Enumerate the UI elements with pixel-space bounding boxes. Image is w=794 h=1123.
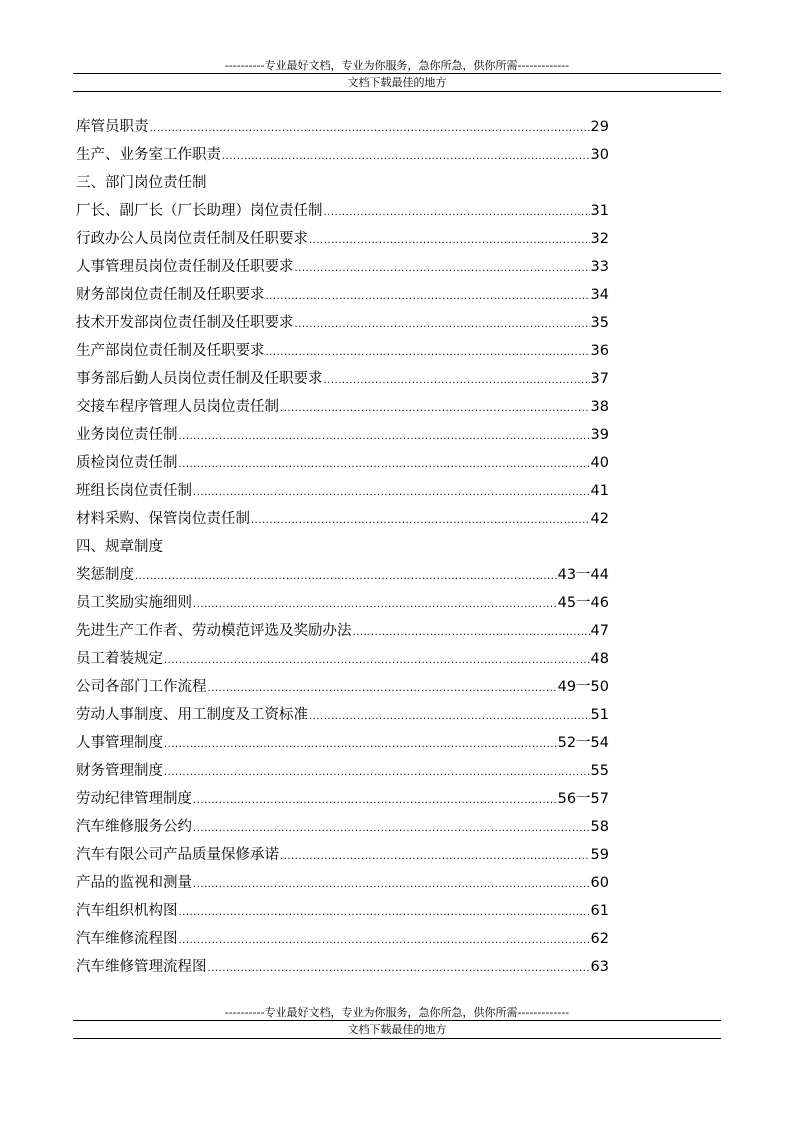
toc-entry-title: 厂长、副厂长（厂长助理）岗位责任制 bbox=[76, 203, 323, 219]
toc-leader-dots bbox=[179, 899, 590, 927]
toc-page-number: 35 bbox=[590, 315, 609, 331]
toc-entry-title: 员工着装规定 bbox=[76, 651, 163, 667]
toc-leader-dots bbox=[295, 255, 590, 283]
toc-leader-dots bbox=[164, 759, 590, 787]
toc-entry bbox=[76, 869, 609, 897]
toc-page-number: 62 bbox=[590, 931, 609, 947]
toc-leader-dots bbox=[150, 115, 590, 143]
toc-leader-dots bbox=[280, 843, 590, 871]
toc-entry bbox=[76, 365, 609, 393]
toc-entry-title: 四、规章制度 bbox=[76, 539, 163, 555]
toc-entry bbox=[76, 925, 609, 953]
toc-entry-title: 汽车维修流程图 bbox=[76, 931, 178, 947]
toc-page-number: 34 bbox=[590, 287, 609, 303]
toc-entry-title: 生产、业务室工作职责 bbox=[76, 147, 221, 163]
toc-entry-title: 人事管理员岗位责任制及任职要求 bbox=[76, 259, 294, 275]
header-slogan: ----------专业最好文档，专业为你服务，急你所急，供你所需------------- bbox=[224, 59, 570, 72]
toc-entry bbox=[76, 589, 609, 617]
toc-page-number: 29 bbox=[590, 119, 609, 135]
toc-entry-title: 公司各部门工作流程 bbox=[76, 679, 207, 695]
toc-entry-title: 业务岗位责任制 bbox=[76, 427, 178, 443]
toc-entry bbox=[76, 673, 609, 701]
toc-page-number: 52一54 bbox=[557, 735, 609, 751]
toc-leader-dots bbox=[353, 619, 590, 647]
toc-entry bbox=[76, 449, 609, 477]
toc-entry-title: 汽车有限公司产品质量保修承诺 bbox=[76, 847, 279, 863]
toc-leader-dots bbox=[193, 591, 557, 619]
toc-page-number: 40 bbox=[590, 455, 609, 471]
toc-entry bbox=[76, 757, 609, 785]
toc-page-number: 42 bbox=[590, 511, 609, 527]
page-header bbox=[73, 59, 721, 92]
toc-entry bbox=[76, 477, 609, 505]
toc-leader-dots bbox=[222, 143, 590, 171]
toc-leader-dots bbox=[266, 283, 590, 311]
toc-entry bbox=[76, 729, 609, 757]
toc-page-number: 32 bbox=[590, 231, 609, 247]
toc-entry bbox=[76, 645, 609, 673]
toc-leader-dots bbox=[309, 703, 590, 731]
toc-leader-dots bbox=[295, 311, 590, 339]
toc-section-heading bbox=[76, 533, 609, 561]
toc-entry-title: 交接车程序管理人员岗位责任制 bbox=[76, 399, 279, 415]
toc-entry-title: 行政办公人员岗位责任制及任职要求 bbox=[76, 231, 308, 247]
toc-page-number: 30 bbox=[590, 147, 609, 163]
toc-leader-dots bbox=[193, 815, 590, 843]
toc-entry bbox=[76, 141, 609, 169]
toc-entry bbox=[76, 561, 609, 589]
toc-entry bbox=[76, 113, 609, 141]
toc-leader-dots bbox=[179, 423, 590, 451]
toc-entry bbox=[76, 281, 609, 309]
toc-entry-title: 班组长岗位责任制 bbox=[76, 483, 192, 499]
toc-leader-dots bbox=[164, 647, 590, 675]
header-rule-thin bbox=[73, 91, 721, 92]
toc-entry-title: 人事管理制度 bbox=[76, 735, 163, 751]
toc-entry-title: 汽车组织机构图 bbox=[76, 903, 178, 919]
toc-entry bbox=[76, 421, 609, 449]
toc-page-number: 60 bbox=[590, 875, 609, 891]
toc-entry-title: 先进生产工作者、劳动模范评选及奖励办法 bbox=[76, 623, 352, 639]
toc-entry bbox=[76, 813, 609, 841]
toc-entry bbox=[76, 197, 609, 225]
toc-leader-dots bbox=[193, 787, 557, 815]
toc-entry bbox=[76, 253, 609, 281]
toc-entry-title: 奖惩制度 bbox=[76, 567, 134, 583]
toc-entry bbox=[76, 337, 609, 365]
toc-entry bbox=[76, 309, 609, 337]
toc-leader-dots bbox=[164, 731, 557, 759]
toc-leader-dots bbox=[266, 339, 590, 367]
toc-entry-title: 劳动人事制度、用工制度及工资标准 bbox=[76, 707, 308, 723]
toc-leader-dots bbox=[193, 479, 590, 507]
toc-entry bbox=[76, 617, 609, 645]
page-footer bbox=[73, 1006, 721, 1039]
footer-slogan: ----------专业最好文档，专业为你服务，急你所急，供你所需------------- bbox=[224, 1006, 570, 1019]
toc-entry-title: 汽车维修服务公约 bbox=[76, 819, 192, 835]
toc-entry-title: 库管员职责 bbox=[76, 119, 149, 135]
toc-entry-title: 三、部门岗位责任制 bbox=[76, 175, 207, 191]
toc-page-number: 59 bbox=[590, 847, 609, 863]
toc-page-number: 48 bbox=[590, 651, 609, 667]
toc-entry-title: 财务部岗位责任制及任职要求 bbox=[76, 287, 265, 303]
toc-leader-dots bbox=[208, 675, 557, 703]
toc-entry bbox=[76, 953, 609, 981]
toc-entry-title: 质检岗位责任制 bbox=[76, 455, 178, 471]
toc-page-number: 43一44 bbox=[557, 567, 609, 583]
toc-page-number: 61 bbox=[590, 903, 609, 919]
toc-leader-dots bbox=[324, 199, 590, 227]
toc-page-number: 36 bbox=[590, 343, 609, 359]
toc-entry-title: 材料采购、保管岗位责任制 bbox=[76, 511, 250, 527]
toc-entry-title: 劳动纪律管理制度 bbox=[76, 791, 192, 807]
toc-leader-dots bbox=[208, 955, 590, 983]
toc-page-number: 51 bbox=[590, 707, 609, 723]
toc-leader-dots bbox=[179, 451, 590, 479]
header-subtitle: 文档下载最佳的地方 bbox=[347, 76, 447, 89]
toc-section-heading bbox=[76, 169, 609, 197]
toc-entry bbox=[76, 505, 609, 533]
toc-leader-dots bbox=[135, 563, 557, 591]
table-of-contents bbox=[76, 113, 609, 981]
toc-entry-title: 产品的监视和测量 bbox=[76, 875, 192, 891]
toc-page-number: 31 bbox=[590, 203, 609, 219]
toc-page-number: 45一46 bbox=[557, 595, 609, 611]
toc-entry bbox=[76, 897, 609, 925]
toc-leader-dots bbox=[309, 227, 590, 255]
toc-leader-dots bbox=[193, 871, 590, 899]
toc-page-number: 47 bbox=[590, 623, 609, 639]
toc-entry-title: 汽车维修管理流程图 bbox=[76, 959, 207, 975]
toc-entry bbox=[76, 225, 609, 253]
toc-leader-dots bbox=[251, 507, 590, 535]
toc-entry bbox=[76, 393, 609, 421]
toc-leader-dots bbox=[324, 367, 590, 395]
toc-entry-title: 财务管理制度 bbox=[76, 763, 163, 779]
toc-entry-title: 技术开发部岗位责任制及任职要求 bbox=[76, 315, 294, 331]
toc-entry bbox=[76, 841, 609, 869]
toc-page-number: 37 bbox=[590, 371, 609, 387]
toc-page-number: 63 bbox=[590, 959, 609, 975]
toc-page-number: 55 bbox=[590, 763, 609, 779]
toc-entry-title: 事务部后勤人员岗位责任制及任职要求 bbox=[76, 371, 323, 387]
toc-page-number: 33 bbox=[590, 259, 609, 275]
toc-leader-dots bbox=[179, 927, 590, 955]
toc-page-number: 39 bbox=[590, 427, 609, 443]
toc-entry bbox=[76, 701, 609, 729]
footer-rule-thin bbox=[73, 1038, 721, 1039]
toc-page-number: 49一50 bbox=[557, 679, 609, 695]
toc-page-number: 58 bbox=[590, 819, 609, 835]
toc-leader-dots bbox=[280, 395, 590, 423]
toc-entry-title: 员工奖励实施细则 bbox=[76, 595, 192, 611]
footer-subtitle: 文档下载最佳的地方 bbox=[347, 1023, 447, 1036]
toc-page-number: 56一57 bbox=[557, 791, 609, 807]
toc-page-number: 41 bbox=[590, 483, 609, 499]
toc-page-number: 38 bbox=[590, 399, 609, 415]
toc-entry-title: 生产部岗位责任制及任职要求 bbox=[76, 343, 265, 359]
toc-entry bbox=[76, 785, 609, 813]
